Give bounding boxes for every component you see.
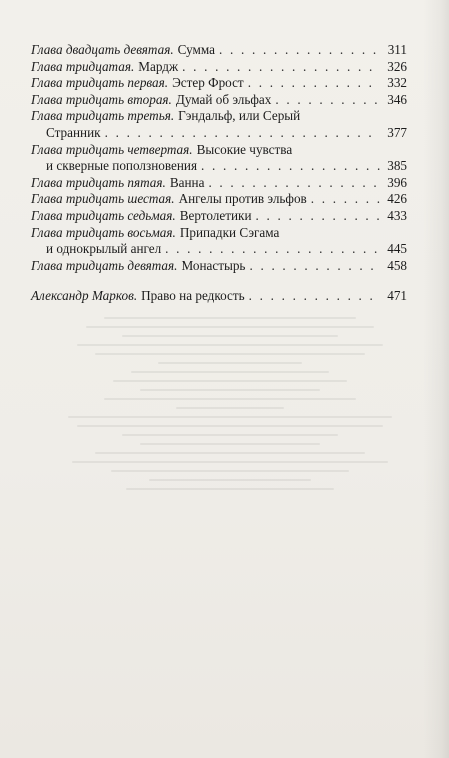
toc-entry[interactable] xyxy=(31,142,407,175)
chapter-title: Монастырь xyxy=(181,257,246,273)
chapter-title: Вертолетики xyxy=(179,207,252,223)
dot-leader xyxy=(256,208,381,225)
page-number: 326 xyxy=(387,58,407,74)
section-gap xyxy=(31,274,407,288)
dot-leader xyxy=(105,125,380,142)
toc-entry[interactable] xyxy=(31,92,407,109)
chapter-label: Глава тридцать восьмая. xyxy=(31,224,176,240)
page-number: 332 xyxy=(387,75,407,91)
dot-leader xyxy=(219,42,380,59)
chapter-title: Припадки Сэгама xyxy=(179,224,280,240)
chapter-label: Глава тридцать четвертая. xyxy=(31,141,193,157)
chapter-label: Глава тридцать первая. xyxy=(31,75,169,91)
dot-leader xyxy=(249,288,380,305)
page-number: 385 xyxy=(387,158,407,174)
toc-entry[interactable] xyxy=(31,191,407,208)
toc-entry[interactable] xyxy=(31,225,407,258)
chapter-title: Сумма xyxy=(177,42,215,57)
chapter-title: Высокие чувства xyxy=(196,141,293,157)
dot-leader xyxy=(201,158,380,175)
chapter-label: Глава тридцатая. xyxy=(31,58,135,74)
page-edge-shadow xyxy=(423,0,449,758)
page-number: 396 xyxy=(387,174,407,190)
chapter-label: Глава тридцать девятая. xyxy=(31,257,178,273)
chapter-title: Ангелы против эльфов xyxy=(178,191,307,207)
chapter-title: Эстер Фрост xyxy=(172,75,244,91)
chapter-title-continuation: и однокрылый ангел xyxy=(46,241,162,257)
show-through-text xyxy=(50,310,410,740)
page-number: 346 xyxy=(387,91,407,107)
toc-entry[interactable] xyxy=(31,108,407,141)
afterword-author: Александр Марков. xyxy=(31,288,138,304)
page-number: 311 xyxy=(387,42,407,57)
toc-entry[interactable] xyxy=(31,59,407,76)
chapter-label: Глава тридцать шестая. xyxy=(31,191,175,207)
chapter-title: Думай об эльфах xyxy=(175,91,272,107)
chapter-title: Ванна xyxy=(169,174,205,190)
page-number: 458 xyxy=(387,257,407,273)
chapter-label: Глава двадцать девятая. xyxy=(31,42,174,57)
dot-leader xyxy=(249,258,380,275)
chapter-title: Гэндальф, или Серый xyxy=(178,108,301,124)
toc-entry[interactable] xyxy=(31,175,407,192)
toc-entry-afterword[interactable] xyxy=(31,288,407,305)
toc-entry[interactable] xyxy=(31,75,407,92)
chapter-label: Глава тридцать вторая. xyxy=(31,91,172,107)
chapter-label: Глава тридцать пятая. xyxy=(31,174,166,190)
chapter-title-continuation: Странник xyxy=(46,124,101,140)
toc-entry[interactable] xyxy=(31,258,407,275)
page-number: 426 xyxy=(387,191,407,207)
table-of-contents xyxy=(31,42,407,305)
dot-leader xyxy=(208,175,380,192)
toc-entry[interactable] xyxy=(31,208,407,225)
dot-leader xyxy=(275,92,380,109)
chapter-label: Глава тридцать третья. xyxy=(31,108,175,124)
page-number: 471 xyxy=(387,288,407,304)
dot-leader xyxy=(248,75,380,92)
dot-leader xyxy=(311,191,380,208)
toc-entry[interactable] xyxy=(31,42,407,59)
chapter-label: Глава тридцать седьмая. xyxy=(31,207,176,223)
page-number: 377 xyxy=(387,124,407,140)
afterword-title: Право на редкость xyxy=(141,288,245,304)
page-number: 433 xyxy=(387,207,407,223)
chapter-title: Мардж xyxy=(138,58,179,74)
dot-leader xyxy=(182,59,380,76)
chapter-title-continuation: и скверные поползновения xyxy=(46,158,198,174)
dot-leader xyxy=(165,241,380,258)
page-number: 445 xyxy=(387,241,407,257)
